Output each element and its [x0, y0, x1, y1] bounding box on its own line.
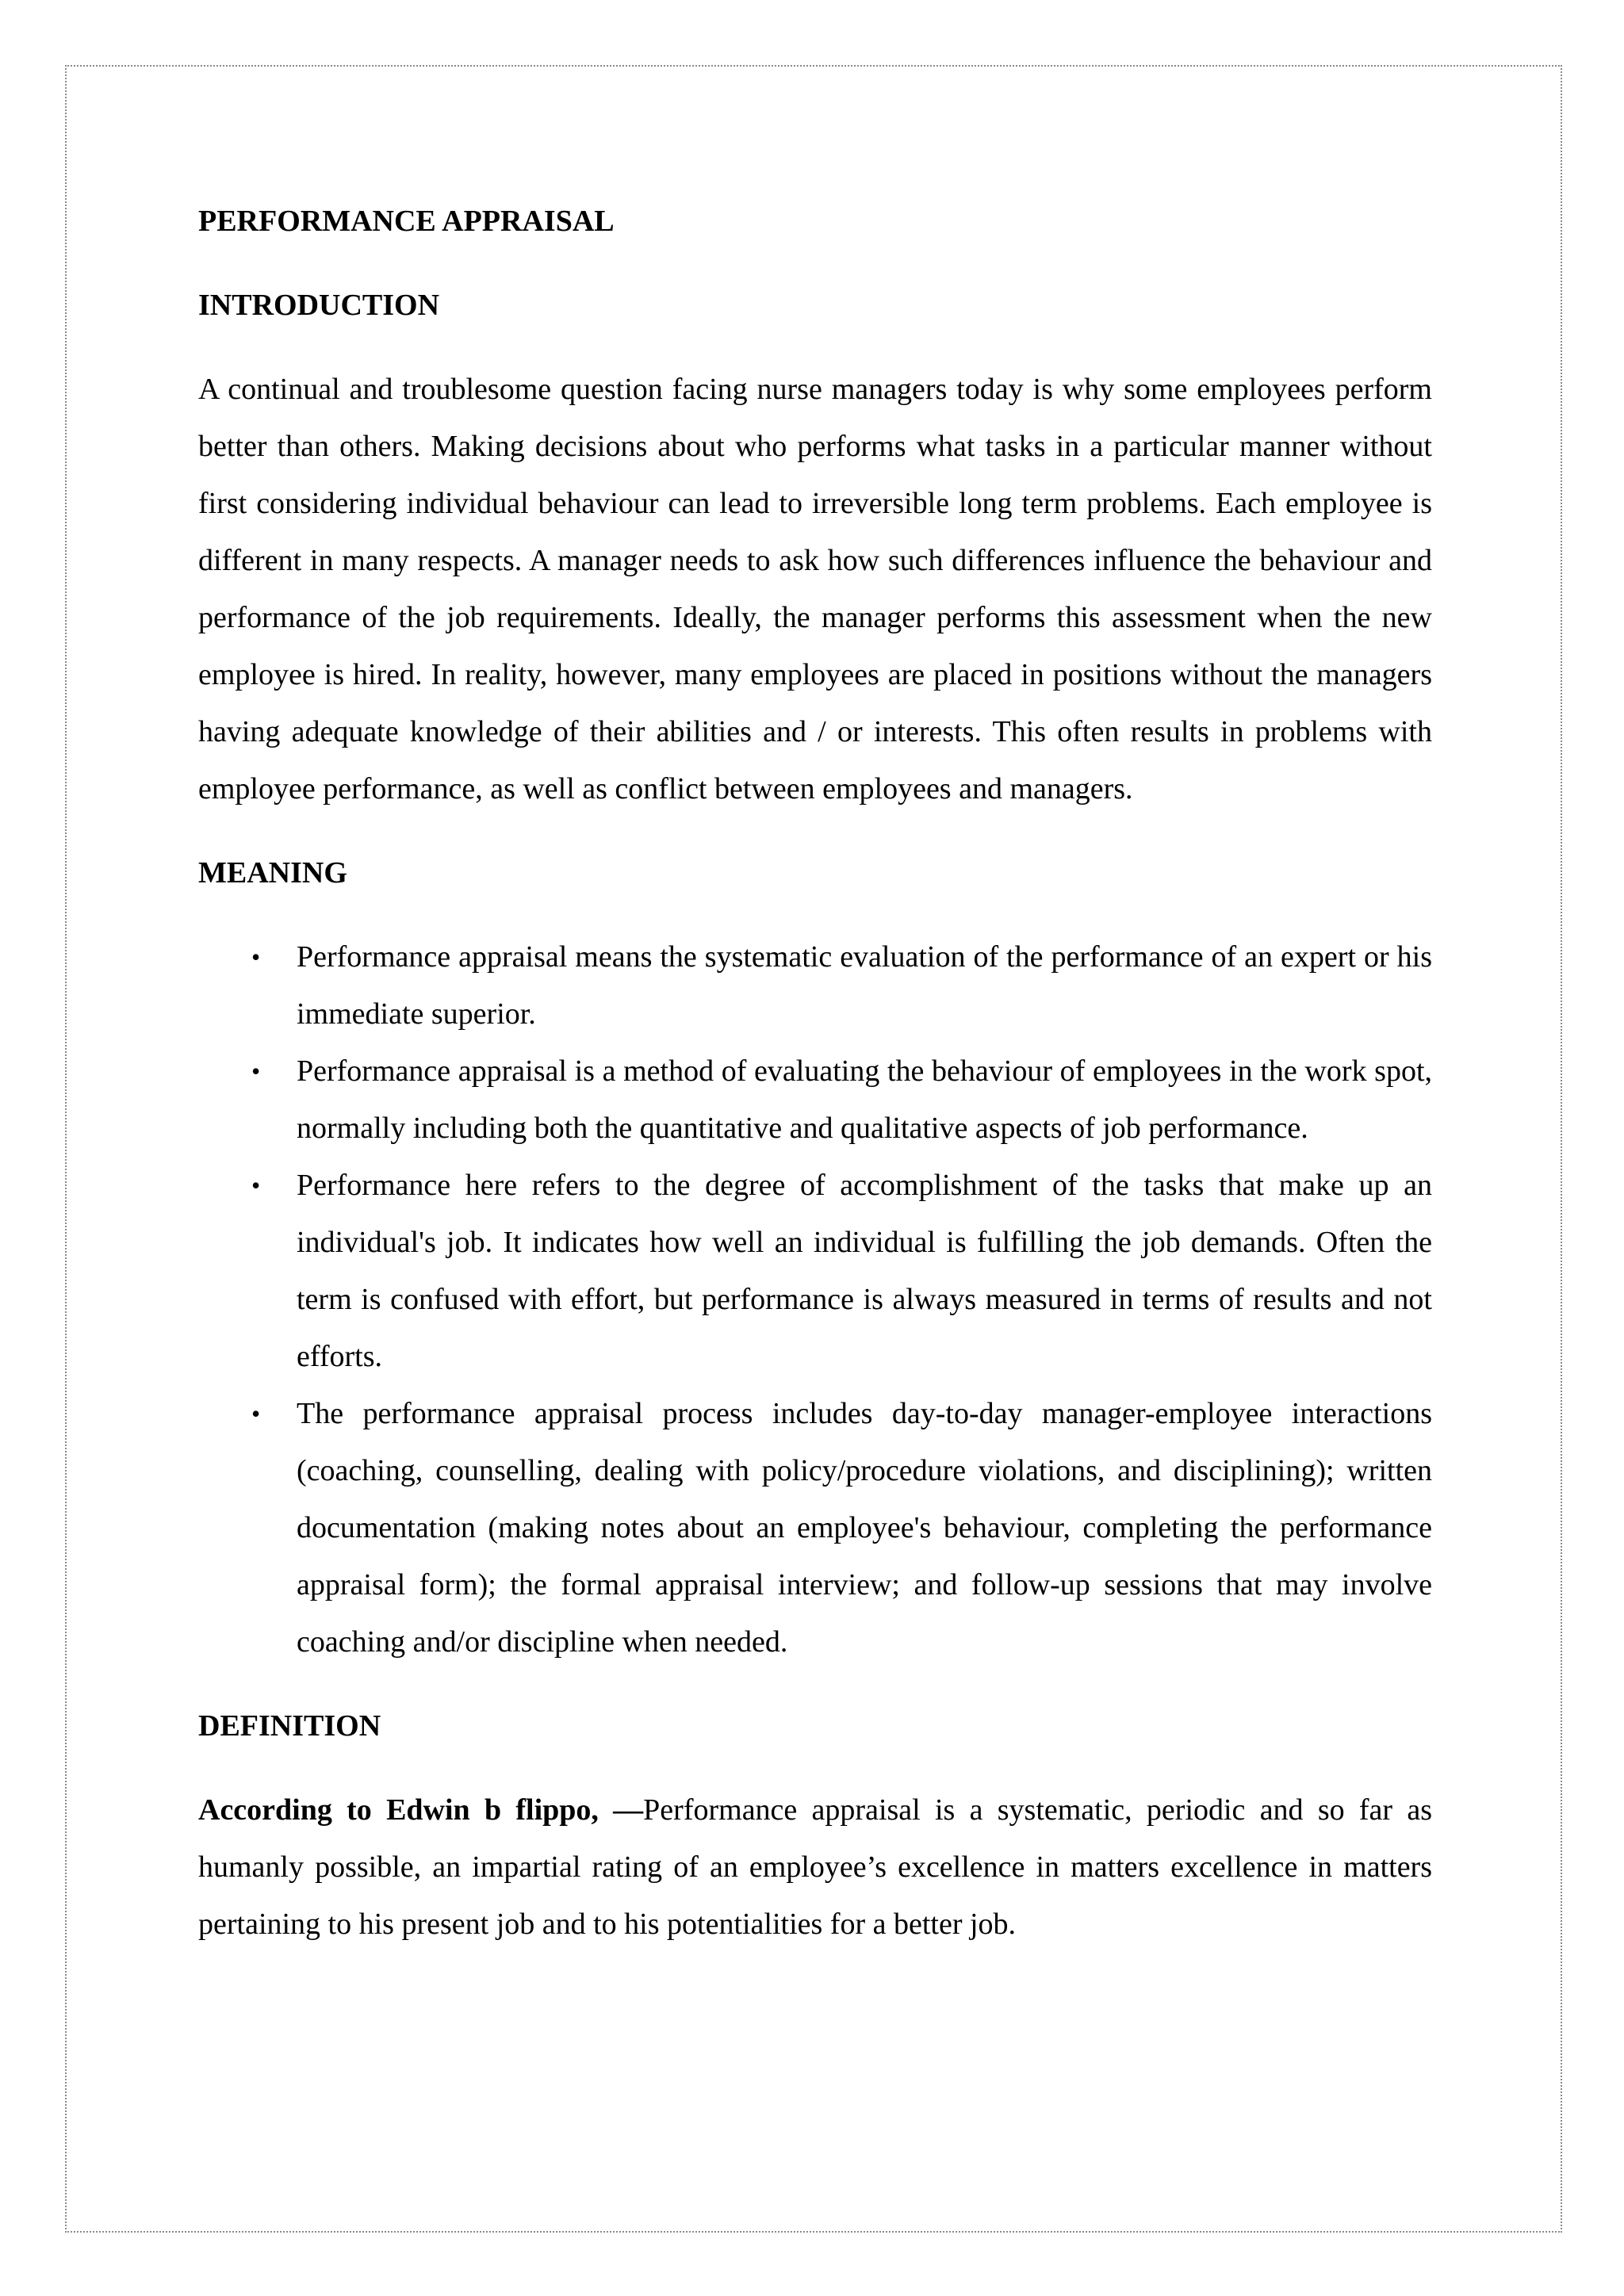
- meaning-bullet-list: [198, 928, 1432, 1670]
- bullet-text: The performance appraisal process includes day-to-day manager-employee interactions (coaching, counselling, dealing with policy/procedure violations, and disciplining); written documentation (making notes about an employee's behaviour, completing the performance appraisal form); the formal appraisal interview; and follow-up sessions that may involve coaching and/or discipline when needed.: [297, 1397, 1432, 1659]
- list-item: [198, 1157, 1432, 1385]
- list-item: [198, 928, 1432, 1043]
- bullet-icon: •: [251, 1171, 261, 1200]
- bullet-icon: •: [251, 943, 261, 971]
- list-item: [198, 1385, 1432, 1670]
- meaning-heading: MEANING: [198, 856, 347, 890]
- document-body: [198, 193, 1432, 1980]
- definition-text: Performance appraisal is a systematic, periodic and so far as humanly possible, an impartial rating of an employee’s excellence in matters excellence in matters pertaining to his present job and to his potentialities for a better job.: [198, 1793, 1432, 1941]
- definition-heading: DEFINITION: [198, 1709, 381, 1743]
- introduction-heading: INTRODUCTION: [198, 289, 440, 322]
- introduction-paragraph: A continual and troublesome question facing nurse managers today is why some employees perform better than others. Making decisions about who performs what tasks in a particular manner without first considering individual behaviour can lead to irreversible long term problems. Each employee is different in many respects. A manager needs to ask how such differences influence the behaviour and performance of the job requirements. Ideally, the manager performs this assessment when the new employee is hired. In reality, however, many employees are placed in positions without the managers having adequate knowledge of their abilities and / or interests. This often results in problems with employee performance, as well as conflict between employees and managers.: [198, 373, 1432, 806]
- bullet-icon: •: [251, 1057, 261, 1085]
- document-title: PERFORMANCE APPRAISAL: [198, 205, 615, 238]
- definition-paragraph: [198, 1781, 1432, 1953]
- bullet-text: Performance here refers to the degree of accomplishment of the tasks that make up an individual's job. It indicates how well an individual is fulfilling the job demands. Often the term is confused with effort, but performance is always measured in terms of results and not efforts.: [297, 1169, 1432, 1373]
- definition-attribution: According to Edwin b flippo, ―: [198, 1793, 644, 1827]
- bullet-icon: •: [251, 1399, 261, 1428]
- bullet-text: Performance appraisal means the systematic evaluation of the performance of an expert or his immediate superior.: [297, 940, 1432, 1031]
- list-item: [198, 1043, 1432, 1157]
- bullet-text: Performance appraisal is a method of evaluating the behaviour of employees in the work spot, normally including both the quantitative and qualitative aspects of job performance.: [297, 1054, 1432, 1145]
